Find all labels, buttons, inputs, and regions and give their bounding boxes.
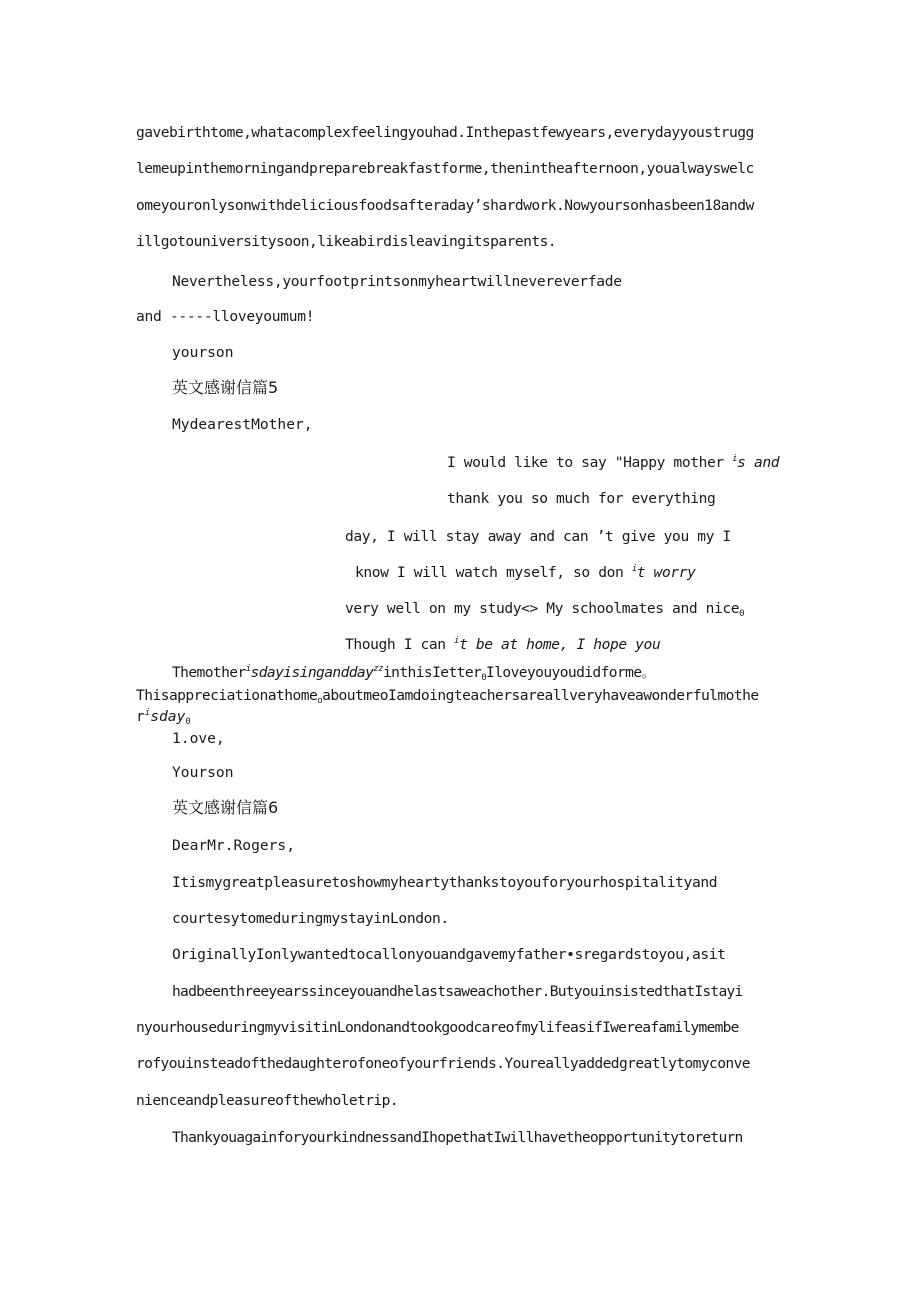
paragraph-line-3: OriginallyIonlywantedtocallonyouandgavemyfather∙sregardstoyou,asit — [172, 946, 726, 963]
paragraph-line-6: rofyouinsteadofthedaughterofoneofyourfriends.Youreallyaddedgreatlytomyconve — [136, 1055, 750, 1072]
signature-line: yourson — [172, 344, 234, 361]
signature-5: Yourson — [172, 764, 234, 781]
section-heading-5: 英文感谢信篇5 — [172, 378, 279, 397]
column-line-4: know I will watch myself, so don $^i$t worry — [355, 564, 696, 581]
column-line-5: very well on my study<> My schoolmates and nice$_0$ — [345, 600, 745, 619]
merged-line-2: Thisappreciationathome$_o$aboutmeoIamdoingteachersareallveryhaveawonderfulmothe — [136, 687, 759, 706]
greeting-5: MydearestMother, — [172, 416, 313, 433]
paragraph-line-4: hadbeenthreeyearssinceyouandhelastsaweachother.ButyouinsistedthatIstayi — [172, 983, 743, 1000]
body-line-6: and -----lloveyoumum! — [136, 308, 315, 325]
body-line-2: lemeupinthemorningandpreparebreakfastforme,thenintheafternoon,youalwayswelc — [136, 160, 754, 177]
column-line-2: thank you so much for everything — [447, 490, 716, 507]
body-line-1: gavebirthtome,whatacomplexfeelingyouhad.Inthepastfewyears,everydayyoustrugg — [136, 124, 754, 141]
section-heading-6: 英文感谢信篇6 — [172, 798, 279, 817]
paragraph-line-2: courtesytomeduringmystayinLondon. — [172, 910, 449, 927]
merged-line-1: Themother$^i$sdayisingandday$^{zz}$inthisIetter$_0$Iloveyouyoudidforme。 — [172, 664, 656, 683]
paragraph-line-1: Itismygreatpleasuretoshowmyheartythankstoyouforyourhospitalityand — [172, 874, 718, 891]
column-line-6: Though I can $^i$t be at home, I hope you — [345, 636, 661, 653]
greeting-6: DearMr.Rogers, — [172, 837, 296, 854]
column-line-3: day, I will stay away and can ’t give you my I — [345, 528, 731, 545]
body-line-3: omeyouronlysonwithdeliciousfoodsafteraday’shardwork.Nowyoursonhasbeen18andw — [136, 197, 754, 214]
paragraph-line-7: nienceandpleasureofthewholetrip. — [136, 1092, 398, 1109]
body-line-4: illgotouniversitysoon,likeabirdisleavingitsparents. — [136, 233, 557, 250]
body-line-5: Nevertheless,yourfootprintsonmyheartwillnevereverfade — [172, 273, 622, 290]
column-line-1: I would like to say "Happy mother $^i$s and — [447, 454, 780, 471]
closing-5: 1.ove, — [172, 730, 225, 747]
paragraph-line-5: nyourhouseduringmyvisitinLondonandtookgoodcareofmylifeasifIwereafamilymembe — [136, 1019, 739, 1036]
paragraph-line-8: ThankyouagainforyourkindnessandIhopethatIwillhavetheopportunitytoreturn — [172, 1129, 743, 1146]
merged-line-3: $r^isday_0$ — [136, 708, 191, 727]
